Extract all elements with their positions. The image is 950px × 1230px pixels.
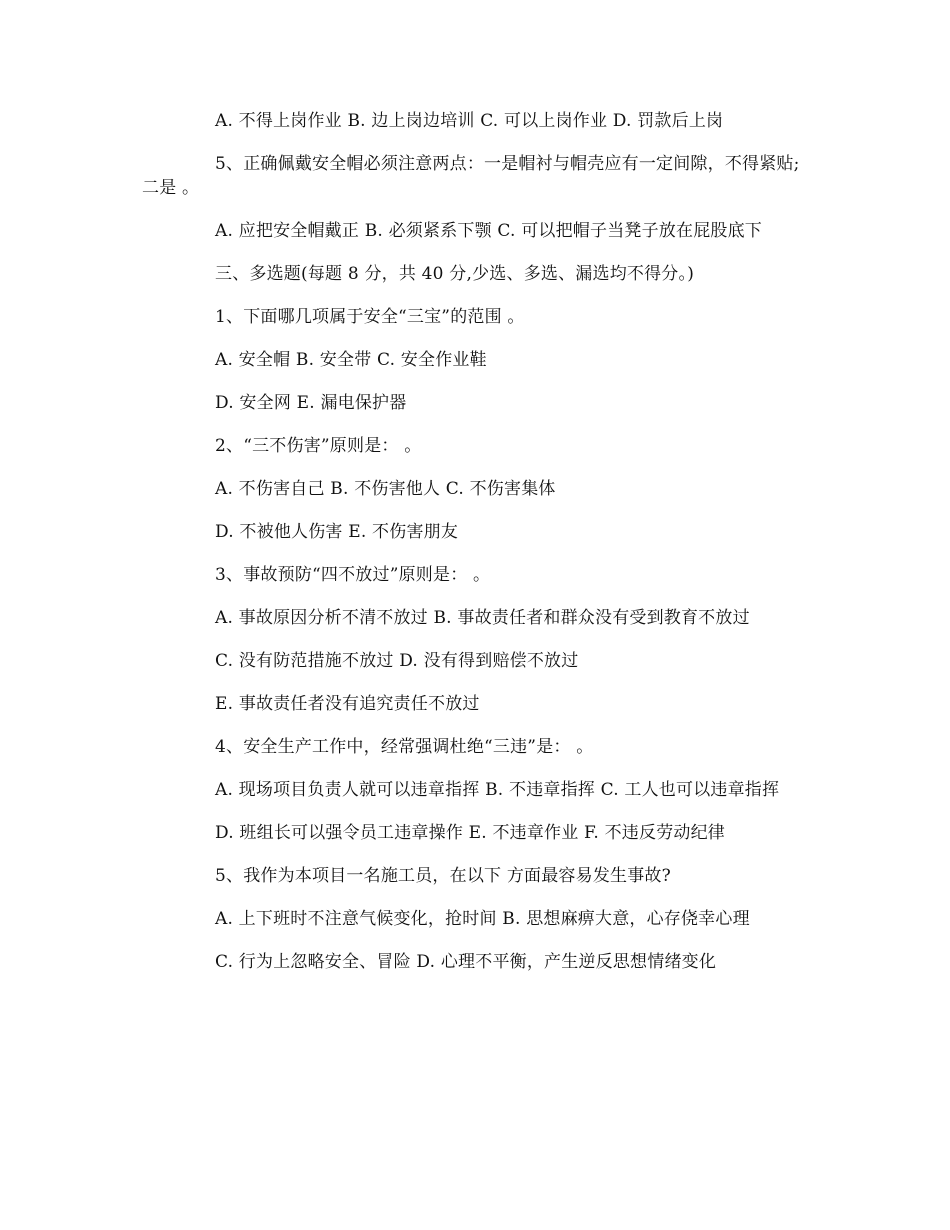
option-line-q2-a: A. 不伤害自己 B. 不伤害他人 C. 不伤害集体 <box>215 479 556 499</box>
option-line-q2-b: D. 不被他人伤害 E. 不伤害朋友 <box>215 522 459 542</box>
option-line-q4: A. 不得上岗作业 B. 边上岗边培训 C. 可以上岗作业 D. 罚款后上岗 <box>215 111 724 131</box>
option-line-q3-b: C. 没有防范措施不放过 D. 没有得到赔偿不放过 <box>215 651 579 671</box>
section-heading-multiple-choice: 三、多选题(每题 8 分，共 40 分,少选、多选、漏选均不得分。) <box>215 264 695 284</box>
question-2: 2、“三不伤害”原则是： 。 <box>215 436 422 456</box>
option-line-q5-b: C. 行为上忽略安全、冒险 D. 心理不平衡，产生逆反思想情绪变化 <box>215 952 717 972</box>
option-line-q5: A. 应把安全帽戴正 B. 必须紧系下颚 C. 可以把帽子当凳子放在屁股底下 <box>215 221 762 241</box>
question-5-single: 5、正确佩戴安全帽必须注意两点：一是帽衬与帽壳应有一定间隙，不得紧贴;二是 。 <box>142 154 800 198</box>
question-3: 3、事故预防“四不放过”原则是： 。 <box>215 565 491 585</box>
option-line-q1-a: A. 安全帽 B. 安全带 C. 安全作业鞋 <box>215 350 487 370</box>
option-line-q3-c: E. 事故责任者没有追究责任不放过 <box>215 694 480 714</box>
document-body <box>142 109 804 993</box>
question-4: 4、安全生产工作中，经常强调杜绝“三违”是： 。 <box>215 737 594 757</box>
option-line-q1-b: D. 安全网 E. 漏电保护器 <box>215 393 407 413</box>
question-1: 1、下面哪几项属于安全“三宝”的范围 。 <box>215 307 525 327</box>
question-5: 5、我作为本项目一名施工员，在以下 方面最容易发生事故? <box>215 866 671 886</box>
option-line-q5-a: A. 上下班时不注意气候变化，抢时间 B. 思想麻痹大意，心存侥幸心理 <box>215 909 750 929</box>
option-line-q3-a: A. 事故原因分析不清不放过 B. 事故责任者和群众没有受到教育不放过 <box>215 608 750 628</box>
option-line-q4-a: A. 现场项目负责人就可以违章指挥 B. 不违章指挥 C. 工人也可以违章指挥 <box>215 780 780 800</box>
option-line-q4-b: D. 班组长可以强令员工违章操作 E. 不违章作业 F. 不违反劳动纪律 <box>215 823 726 843</box>
